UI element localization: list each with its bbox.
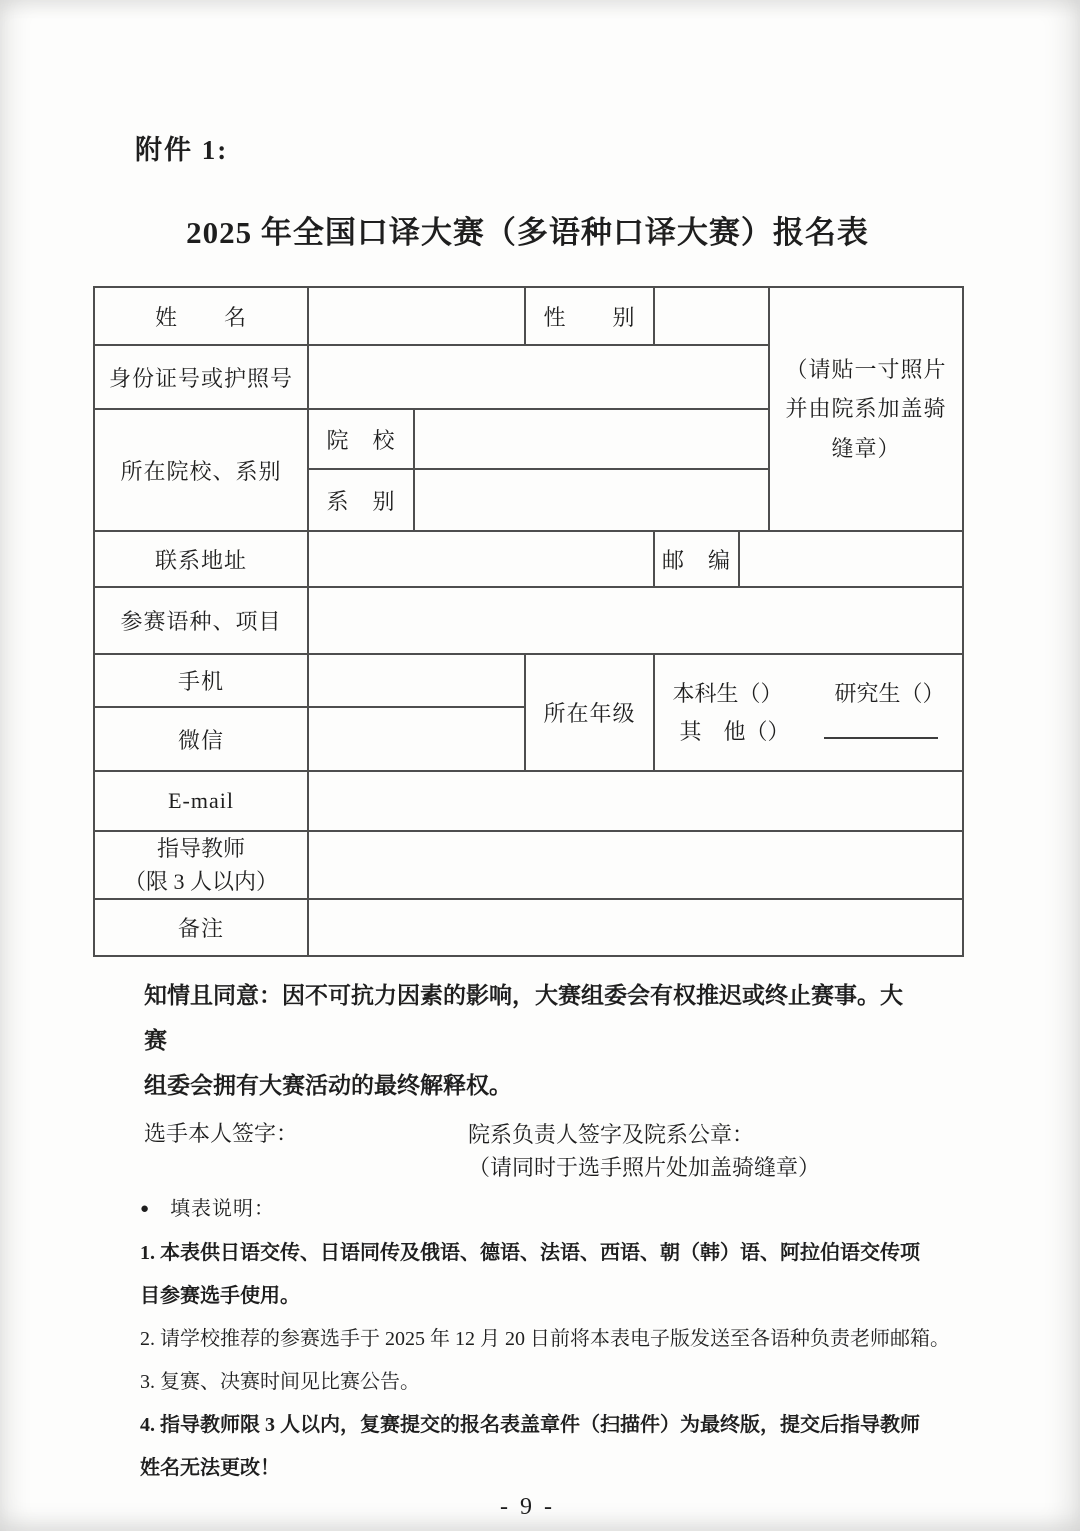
- advisor-label-line2: （限 3 人以内）: [123, 869, 278, 894]
- graduate-option: 研究生（）: [834, 681, 945, 707]
- form-instructions: [140, 1192, 962, 1490]
- instructions-heading-text: 填表说明：: [170, 1198, 276, 1220]
- row-email: [94, 771, 963, 831]
- school-label: 院 校: [308, 409, 414, 469]
- advisor-label-line1: 指导教师: [156, 836, 245, 861]
- gender-label: 性 别: [525, 287, 654, 345]
- photo-note-line: （请贴一寸照片: [785, 356, 947, 382]
- school-dept-label: 所在院校、系别: [94, 409, 308, 531]
- row-language-project: [94, 587, 963, 654]
- remarks-value-cell: [308, 899, 963, 956]
- department-signature-label: 院系负责人签字及院系公章：: [468, 1122, 755, 1147]
- instruction-line: 目参赛选手使用。: [140, 1285, 300, 1307]
- department-label: 系 别: [308, 469, 414, 531]
- instruction-line: 姓名无法更改！: [140, 1457, 280, 1479]
- instruction-line: 3. 复赛、决赛时间见比赛公告。: [140, 1371, 420, 1393]
- name-label: 姓 名: [94, 287, 308, 345]
- grade-options-line2: [655, 713, 962, 750]
- instruction-item-3: [140, 1361, 962, 1404]
- instructions-heading: [140, 1192, 962, 1228]
- email-label: E-mail: [94, 771, 308, 831]
- instruction-item-1: [140, 1232, 962, 1318]
- instruction-item-2: [140, 1318, 962, 1361]
- department-value-cell: [414, 469, 769, 531]
- row-name: [94, 287, 963, 345]
- page-title: 2025 年全国口译大赛（多语种口译大赛）报名表: [186, 215, 869, 250]
- mobile-value-cell: [308, 654, 525, 707]
- id-number-label: 身份证号或护照号: [94, 345, 308, 409]
- address-value-cell: [308, 531, 654, 587]
- row-advisor: [94, 831, 963, 899]
- row-mobile: [94, 654, 963, 707]
- email-value-cell: [308, 771, 963, 831]
- photo-note-line: 缝章）: [831, 435, 901, 461]
- instruction-item-4: [140, 1404, 962, 1490]
- consent-line2: 组委会拥有大赛活动的最终解释权。: [144, 1073, 512, 1098]
- bullet-icon: ●: [140, 1201, 151, 1217]
- name-value-cell: [308, 287, 525, 345]
- player-signature-label: 选手本人签字：: [144, 1121, 299, 1146]
- wechat-value-cell: [308, 707, 525, 771]
- row-address: [94, 531, 963, 587]
- school-value-cell: [414, 409, 769, 469]
- instruction-line: 2. 请学校推荐的参赛选手于 2025 年 12 月 20 日前将本表电子版发送至各语种负责老师邮箱。: [140, 1328, 950, 1350]
- consent-line1: 知情且同意：因不可抗力因素的影响，大赛组委会有权推迟或终止赛事。大赛: [144, 983, 903, 1053]
- grade-label: 所在年级: [525, 654, 654, 771]
- department-signature-note: （请同时于选手照片处加盖骑缝章）: [468, 1155, 821, 1180]
- id-number-value-cell: [308, 345, 769, 409]
- address-label: 联系地址: [94, 531, 308, 587]
- registration-form-table: [93, 286, 964, 957]
- instruction-line: 4. 指导教师限 3 人以内，复赛提交的报名表盖章件（扫描件）为最终版，提交后指导教师: [140, 1414, 920, 1436]
- signature-section: [144, 1118, 962, 1184]
- consent-statement: [144, 973, 924, 1108]
- postcode-value-cell: [739, 531, 963, 587]
- mobile-label: 手机: [94, 654, 308, 707]
- wechat-label: 微信: [94, 707, 308, 771]
- photo-note-line: 并由院系加盖骑: [785, 396, 947, 422]
- instruction-line: 1. 本表供日语交传、日语同传及俄语、德语、法语、西语、朝（韩）语、阿拉伯语交传项: [140, 1242, 920, 1264]
- advisor-value-cell: [308, 831, 963, 899]
- attachment-label: 附件 1:: [135, 135, 229, 165]
- gender-value-cell: [654, 287, 769, 345]
- department-signature-block: [468, 1118, 820, 1184]
- undergrad-option: 本科生（）: [672, 681, 783, 707]
- language-project-value-cell: [308, 587, 963, 654]
- grade-options-line1: [655, 675, 962, 712]
- language-project-label: 参赛语种、项目: [94, 587, 308, 654]
- photo-instruction-cell: [769, 287, 963, 531]
- page-number: - 9 -: [500, 1494, 555, 1520]
- advisor-label: [94, 831, 308, 899]
- remarks-label: 备注: [94, 899, 308, 956]
- grade-options-cell: [654, 654, 963, 771]
- other-fill-in-line: [824, 717, 938, 739]
- row-remarks: [94, 899, 963, 956]
- postcode-label: 邮 编: [654, 531, 739, 587]
- other-option: 其 他（）: [679, 718, 790, 744]
